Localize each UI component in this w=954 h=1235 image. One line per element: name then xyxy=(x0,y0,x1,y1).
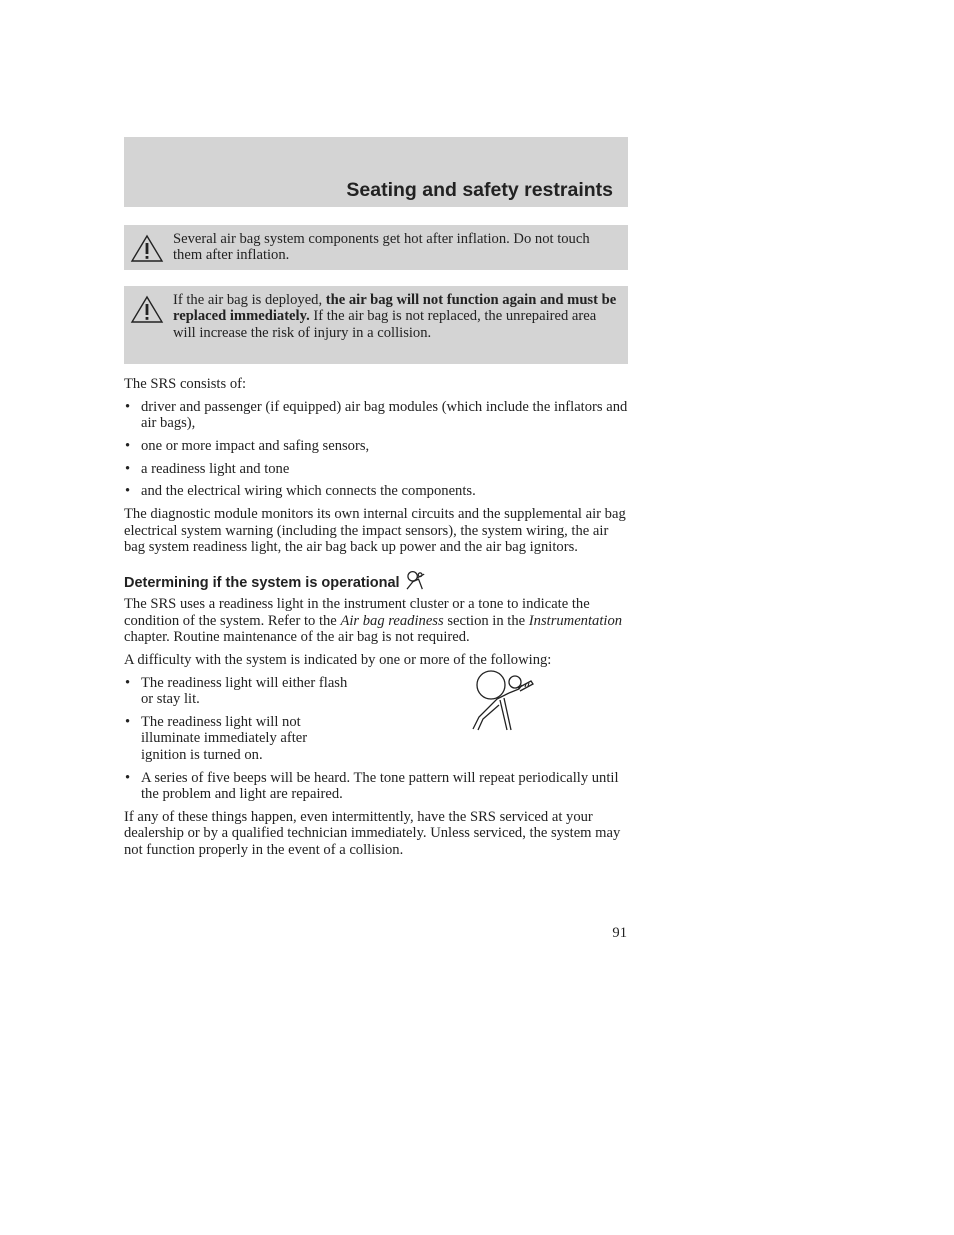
section-heading: Determining if the system is operational xyxy=(124,571,630,592)
warning-triangle-icon xyxy=(130,234,164,264)
srs-readiness-paragraph: The SRS uses a readiness light in the instrument cluster or a tone to indicate the condition of the system. Refer to the Air bag readiness section in the Instrumentation chapter. Routine maintenance of the air bag is not required. xyxy=(124,596,623,646)
airbag-readiness-light-icon xyxy=(469,669,539,733)
indicator-list-continued xyxy=(124,770,630,803)
airbag-readiness-icon xyxy=(406,571,428,591)
list-item: • A series of five beeps will be heard. The tone pattern will repeat periodically until the problem and light are repaired. xyxy=(124,770,630,803)
list-item: • The readiness light will either flash or stay lit. xyxy=(124,675,351,708)
page-title: Seating and safety restraints xyxy=(346,179,613,201)
diagnostic-paragraph: The diagnostic module monitors its own internal circuits and the supplemental air bag electrical system warning (including the impact sensors), the system wiring, the air bag system readiness light, the air bag back up power and the air bag ignitors. xyxy=(124,506,626,555)
warning-box-hot-components xyxy=(124,225,628,270)
indicator-list xyxy=(124,675,630,763)
srs-component-list xyxy=(124,399,630,500)
list-item: • one or more impact and safing sensors, xyxy=(124,438,630,454)
closing-paragraph: If any of these things happen, even intermittently, have the SRS serviced at your dealership or by a qualified technician immediately. Unless serviced, the system may not function properly in the event of a collision. xyxy=(124,808,621,858)
warning-text: Several air bag system components get hot after inflation. Do not touch them after inflation. xyxy=(173,231,590,264)
warning-text: If the air bag is deployed, the air bag will not function again and must be replaced immediately. If the air bag is not replaced, the unrepaired area will increase the risk of injury in a collision. xyxy=(173,292,617,341)
list-item: • The readiness light will not illuminate immediately after ignition is turned on. xyxy=(124,714,351,763)
difficulty-paragraph: A difficulty with the system is indicated by one or more of the following: xyxy=(124,652,552,669)
indicator-block xyxy=(124,675,630,763)
srs-intro: The SRS consists of: xyxy=(124,376,247,392)
main-content xyxy=(124,376,630,864)
list-item: • and the electrical wiring which connects the components. xyxy=(124,483,630,499)
section-header xyxy=(124,137,628,207)
page-number: 91 xyxy=(612,925,627,941)
list-item: • a readiness light and tone xyxy=(124,461,630,477)
warning-triangle-icon xyxy=(130,295,164,325)
list-item: • driver and passenger (if equipped) air bag modules (which include the inflators and air bags), xyxy=(124,399,630,432)
warning-box-deployed xyxy=(124,286,628,364)
